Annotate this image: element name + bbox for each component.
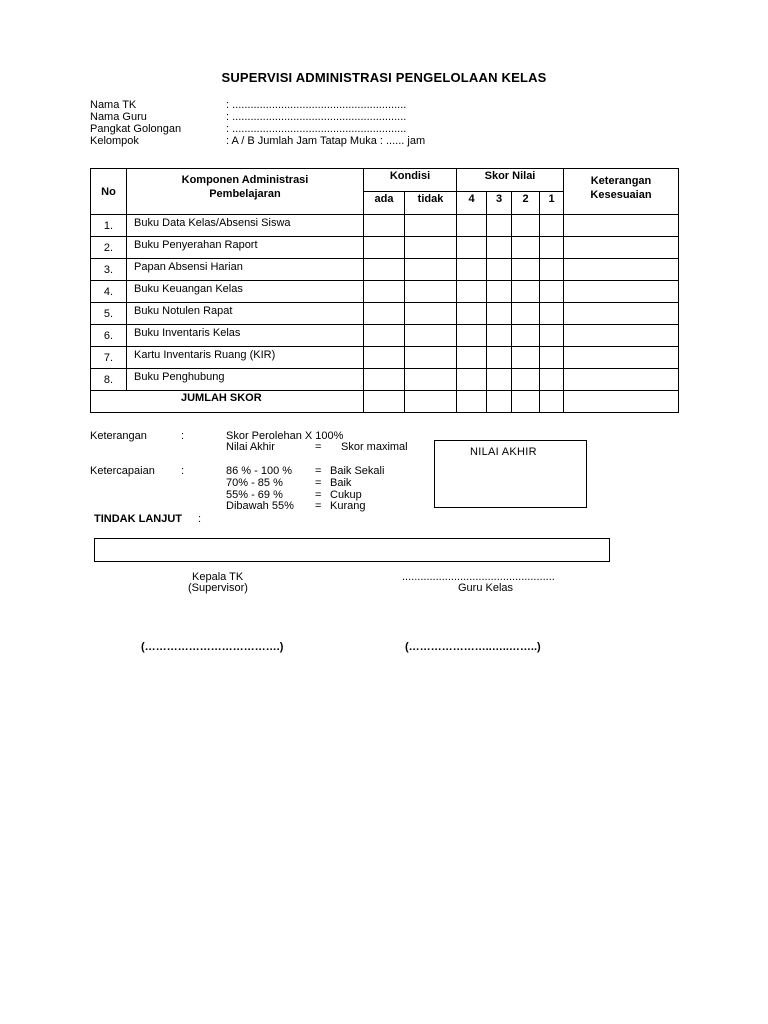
field-label-nama-guru: Nama Guru xyxy=(90,111,147,123)
cell-ada[interactable] xyxy=(364,281,405,303)
cell-tidak[interactable] xyxy=(405,281,457,303)
table-row xyxy=(91,259,679,281)
field-value-nama-tk[interactable]: : ......................................................... xyxy=(226,99,407,111)
cell-ada[interactable] xyxy=(364,215,405,237)
field-label-pangkat-golongan: Pangkat Golongan xyxy=(90,123,182,135)
row-number: 1. xyxy=(91,215,127,237)
cell-skor-2[interactable] xyxy=(512,369,540,391)
header-tidak: tidak xyxy=(405,192,457,215)
field-label-nama-tk: Nama TK xyxy=(90,99,137,111)
cell-tidak[interactable] xyxy=(405,237,457,259)
cell-skor-1[interactable] xyxy=(540,391,564,413)
row-number: 3. xyxy=(91,259,127,281)
cell-keterangan[interactable] xyxy=(564,391,679,413)
range-1-grade: Baik Sekali xyxy=(330,465,385,477)
cell-skor-1[interactable] xyxy=(540,215,564,237)
field-value-nama-guru[interactable]: : ......................................................... xyxy=(226,111,407,123)
range-4-eq: = xyxy=(315,500,322,512)
kepala-tk-label: Kepala TK xyxy=(192,571,244,583)
cell-skor-4[interactable] xyxy=(457,303,487,325)
formula-left: Nilai Akhir xyxy=(226,441,275,453)
cell-skor-4[interactable] xyxy=(457,325,487,347)
range-3: 55% - 69 % xyxy=(226,489,283,501)
supervisor-signature-line[interactable]: (……………………………….) xyxy=(141,641,284,653)
cell-skor-2[interactable] xyxy=(512,303,540,325)
nilai-akhir-label: NILAI AKHIR xyxy=(470,446,537,458)
guru-kelas-dots: .................................................. xyxy=(402,571,555,583)
cell-skor-2[interactable] xyxy=(512,259,540,281)
cell-skor-3[interactable] xyxy=(487,215,512,237)
row-number: 6. xyxy=(91,325,127,347)
cell-skor-2[interactable] xyxy=(512,325,540,347)
jumlah-skor-label: JUMLAH SKOR xyxy=(91,391,364,413)
range-3-grade: Cukup xyxy=(330,489,362,501)
guru-kelas-label: Guru Kelas xyxy=(458,582,514,594)
field-label-kelompok: Kelompok xyxy=(90,135,139,147)
tindak-lanjut-label: TINDAK LANJUT xyxy=(94,513,182,525)
row-item: Buku Notulen Rapat xyxy=(127,303,364,325)
row-number: 5. xyxy=(91,303,127,325)
header-ada: ada xyxy=(364,192,405,215)
header-no: No xyxy=(91,169,127,215)
range-1-eq: = xyxy=(315,465,322,477)
cell-skor-3[interactable] xyxy=(487,347,512,369)
cell-ada[interactable] xyxy=(364,347,405,369)
header-komponen: Komponen Administrasi Pembelajaran xyxy=(127,169,364,215)
page-title: SUPERVISI ADMINISTRASI PENGELOLAAN KELAS xyxy=(221,70,547,85)
range-4-grade: Kurang xyxy=(330,500,366,512)
cell-keterangan[interactable] xyxy=(564,281,679,303)
cell-skor-2[interactable] xyxy=(512,347,540,369)
table-row xyxy=(91,325,679,347)
table-row xyxy=(91,347,679,369)
cell-tidak[interactable] xyxy=(405,259,457,281)
cell-tidak[interactable] xyxy=(405,325,457,347)
cell-ada[interactable] xyxy=(364,303,405,325)
supervisor-label: (Supervisor) xyxy=(188,582,248,594)
cell-keterangan[interactable] xyxy=(564,325,679,347)
cell-skor-4[interactable] xyxy=(457,259,487,281)
cell-skor-4[interactable] xyxy=(457,347,487,369)
tindak-lanjut-colon: : xyxy=(198,513,202,525)
table-row xyxy=(91,281,679,303)
cell-skor-4[interactable] xyxy=(457,215,487,237)
cell-tidak[interactable] xyxy=(405,303,457,325)
range-2: 70% - 85 % xyxy=(226,477,283,489)
row-item: Buku Penyerahan Raport xyxy=(127,237,364,259)
header-kondisi: Kondisi xyxy=(364,169,457,192)
cell-ada[interactable] xyxy=(364,369,405,391)
tindak-lanjut-field[interactable] xyxy=(94,538,610,562)
table-row xyxy=(91,303,679,325)
field-value-kelompok[interactable]: : A / B Jumlah Jam Tatap Muka : ...... jam xyxy=(226,135,426,147)
field-value-pangkat-golongan[interactable]: : ......................................................... xyxy=(226,123,407,135)
range-2-grade: Baik xyxy=(330,477,352,489)
header-skor-3: 3 xyxy=(487,192,512,215)
cell-keterangan[interactable] xyxy=(564,303,679,325)
row-item: Papan Absensi Harian xyxy=(127,259,364,281)
cell-tidak[interactable] xyxy=(405,369,457,391)
keterangan-colon: : xyxy=(181,430,185,442)
cell-skor-1[interactable] xyxy=(540,369,564,391)
cell-tidak[interactable] xyxy=(405,215,457,237)
cell-ada[interactable] xyxy=(364,259,405,281)
row-item: Buku Penghubung xyxy=(127,369,364,391)
guru-signature-line[interactable]: (…………………..…..……..) xyxy=(405,641,541,653)
ketercapaian-colon: : xyxy=(181,465,185,477)
cell-skor-1[interactable] xyxy=(540,237,564,259)
row-number: 8. xyxy=(91,369,127,391)
row-item: Buku Inventaris Kelas xyxy=(127,325,364,347)
cell-skor-2[interactable] xyxy=(512,281,540,303)
nilai-akhir-box[interactable] xyxy=(434,440,587,508)
row-number: 4. xyxy=(91,281,127,303)
range-2-eq: = xyxy=(315,477,322,489)
cell-skor-3[interactable] xyxy=(487,391,512,413)
table-row xyxy=(91,237,679,259)
keterangan-label: Keterangan xyxy=(90,430,147,442)
cell-keterangan[interactable] xyxy=(564,369,679,391)
cell-skor-1[interactable] xyxy=(540,281,564,303)
cell-skor-4[interactable] xyxy=(457,391,487,413)
cell-tidak[interactable] xyxy=(405,347,457,369)
cell-skor-2[interactable] xyxy=(512,391,540,413)
cell-skor-1[interactable] xyxy=(540,259,564,281)
range-3-eq: = xyxy=(315,489,322,501)
cell-skor-1[interactable] xyxy=(540,325,564,347)
header-skor-2: 2 xyxy=(512,192,540,215)
cell-skor-3[interactable] xyxy=(487,303,512,325)
cell-ada[interactable] xyxy=(364,237,405,259)
cell-skor-4[interactable] xyxy=(457,369,487,391)
row-number: 7. xyxy=(91,347,127,369)
cell-skor-3[interactable] xyxy=(487,259,512,281)
cell-skor-3[interactable] xyxy=(487,369,512,391)
cell-skor-3[interactable] xyxy=(487,237,512,259)
header-skor-4: 4 xyxy=(457,192,487,215)
range-4: Dibawah 55% xyxy=(226,500,294,512)
cell-skor-3[interactable] xyxy=(487,281,512,303)
cell-skor-3[interactable] xyxy=(487,325,512,347)
row-number: 2. xyxy=(91,237,127,259)
table-row-total xyxy=(91,391,679,413)
formula-denominator: Skor maximal xyxy=(341,441,408,453)
cell-tidak[interactable] xyxy=(405,391,457,413)
cell-skor-2[interactable] xyxy=(512,215,540,237)
cell-keterangan[interactable] xyxy=(564,237,679,259)
formula-equals: = xyxy=(315,441,322,453)
cell-skor-2[interactable] xyxy=(512,237,540,259)
cell-skor-4[interactable] xyxy=(457,281,487,303)
row-item: Buku Keuangan Kelas xyxy=(127,281,364,303)
header-skor-nilai: Skor Nilai xyxy=(457,169,564,192)
row-item: Buku Data Kelas/Absensi Siswa xyxy=(127,215,364,237)
cell-keterangan[interactable] xyxy=(564,215,679,237)
cell-skor-1[interactable] xyxy=(540,303,564,325)
cell-keterangan[interactable] xyxy=(564,347,679,369)
header-skor-1: 1 xyxy=(540,192,564,215)
supervision-table xyxy=(90,168,679,413)
row-item: Kartu Inventaris Ruang (KIR) xyxy=(127,347,364,369)
cell-skor-4[interactable] xyxy=(457,237,487,259)
cell-keterangan[interactable] xyxy=(564,259,679,281)
range-1: 86 % - 100 % xyxy=(226,465,293,477)
cell-ada[interactable] xyxy=(364,325,405,347)
table-row xyxy=(91,369,679,391)
table-row xyxy=(91,215,679,237)
ketercapaian-label: Ketercapaian xyxy=(90,465,155,477)
cell-ada[interactable] xyxy=(364,391,405,413)
formula-numerator: Skor Perolehan X 100% xyxy=(226,430,344,442)
header-keterangan: Keterangan Kesesuaian xyxy=(564,169,679,215)
cell-skor-1[interactable] xyxy=(540,347,564,369)
